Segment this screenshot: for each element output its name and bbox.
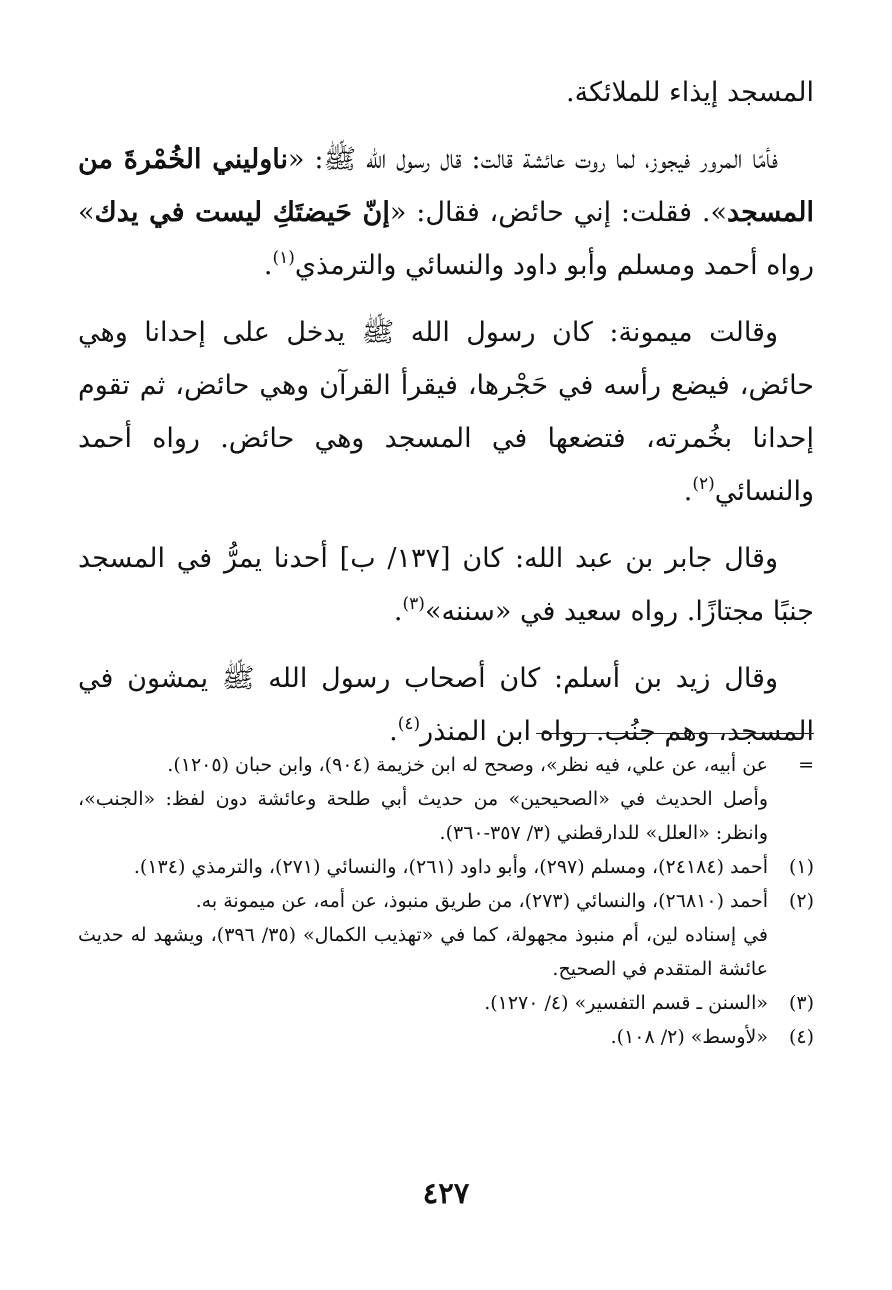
footnote-line: «لأوسط» (٢/ ١٠٨). [610, 1026, 768, 1048]
footnote-number: (٢) [788, 890, 814, 912]
continuation-mark: = [798, 754, 814, 776]
paragraph-aisha-hadith: فأمّا المرور فيجوز، لما روت عائشة قالت: قال رسول الله ﷺ: «ناوليني الخُمْرةَ من المسجد». فقلت: إني حائض، فقال: «إنّ حَيضتَكِ ليست في يدك» رواه أحمد ومسلم وأبو داود والنسائي والترمذي$^{(١)}$. [78, 144, 814, 281]
footnote-ref-1[interactable]: (١) [272, 248, 295, 268]
footnote-line: أحمد (٢٦٨١٠)، والنسائي (٢٧٣)، من طريق منبوذ، عن أمه، عن ميمونة به. [195, 890, 768, 912]
paragraph-jabir: وقال جابر بن عبد الله: كان [١٣٧/ ب] أحدنا يمرُّ في المسجد جنبًا مجتازًا. رواه سعيد في «سننه»$^{(٣)}$. [78, 543, 814, 627]
footnote-ref-2[interactable]: (٢) [692, 474, 715, 494]
hadith-quote: إنّ حَيضتَكِ ليست في يدك [94, 197, 390, 228]
paragraph-maymuna: وقالت ميمونة: كان رسول الله ﷺ يدخل على إحدانا وهي حائض، فيضع رأسه في حَجْرها، فيقرأ القرآن وهي حائض، ثم تقوم إحدانا بخُمرته، فتضعها في المسجد وهي حائض. رواه أحمد والنسائي$^{(٢)}$. [78, 317, 814, 507]
hadith-quote: ناوليني الخُمْرةَ من المسجد [78, 144, 814, 228]
footnote-number: (٣) [788, 992, 814, 1014]
footnote-separator [536, 733, 814, 734]
footnote-continuation [78, 748, 814, 850]
paragraph-continuation: المسجد إيذاء للملائكة. [566, 77, 814, 108]
footnote-3 [78, 986, 814, 1020]
footnote-line: أحمد (٢٤١٨٤)، ومسلم (٢٩٧)، وأبو داود (٢٦١)، والنسائي (٢٧١)، والترمذي (١٣٤). [133, 856, 768, 878]
footnote-4 [78, 1020, 814, 1054]
page-number: ٤٢٧ [422, 1176, 470, 1210]
footnote-2 [78, 884, 814, 986]
footnote-ref-4[interactable]: (٤) [397, 714, 421, 734]
footnote-number: (١) [788, 856, 814, 878]
footnote-line: وأصل الحديث في «الصحيحين» من حديث أبي طلحة وعائشة دون لفظ: «الجنب»، وانظر: «العلل» للدارقطني (٣/ ٣٥٧-٣٦٠). [78, 788, 768, 844]
footnote-line: «السنن ـ قسم التفسير» (٤/ ١٢٧٠). [484, 992, 768, 1014]
footnote-number: (٤) [788, 1026, 814, 1048]
main-text [78, 66, 814, 772]
footnotes [78, 748, 814, 1054]
footnote-line: عن أبيه، عن علي، فيه نظر»، وصحح له ابن خزيمة (٩٠٤)، وابن حبان (١٢٠٥). [167, 754, 768, 776]
paragraph-zayd: وقال زيد بن أسلم: كان أصحاب رسول الله ﷺ يمشون في المسجد، وهم جنُب. رواه ابن المنذر$^{(٤)}$. [78, 663, 814, 747]
footnote-1 [78, 850, 814, 884]
footnote-line: في إسناده لين، أم منبوذ مجهولة، كما في «تهذيب الكمال» (٣٥/ ٣٩٦)، ويشهد له حديث عائشة المتقدم في الصحيح. [78, 924, 768, 980]
footnote-ref-3[interactable]: (٣) [402, 594, 425, 614]
